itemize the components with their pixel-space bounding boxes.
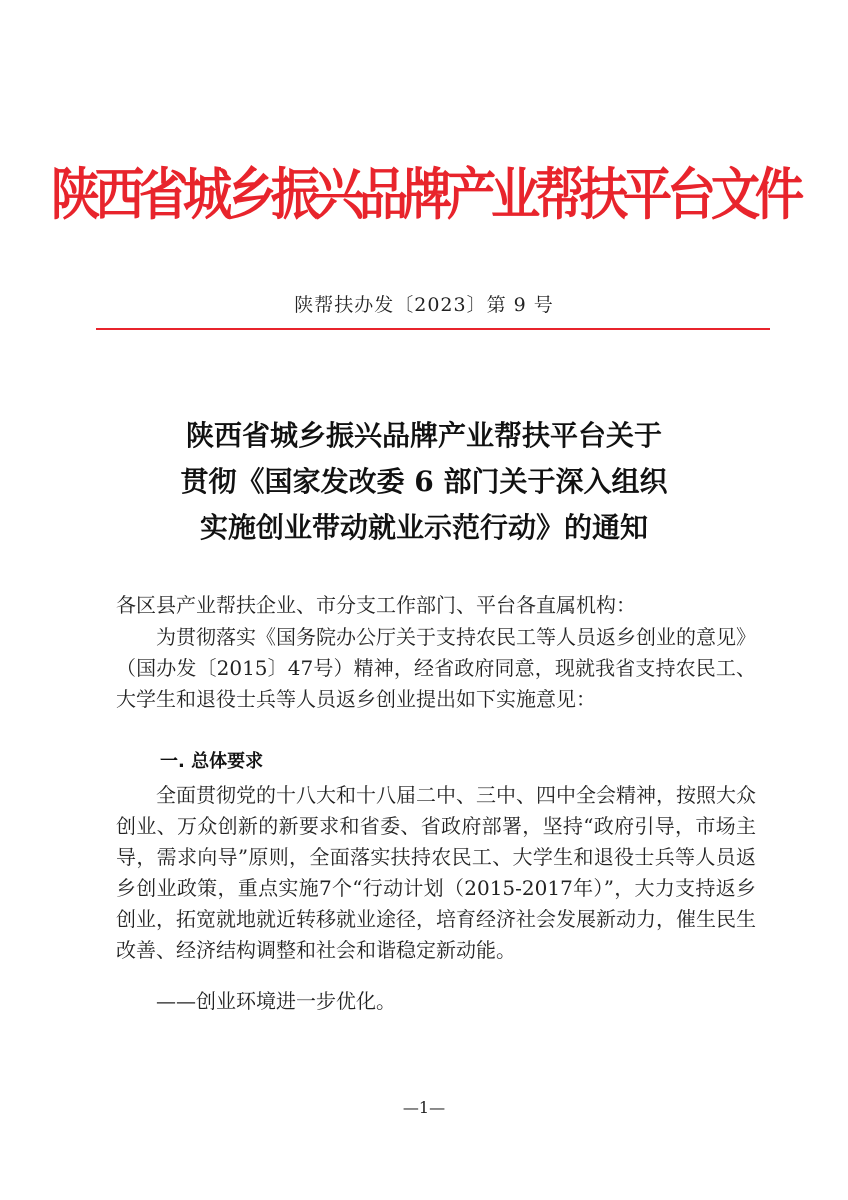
section-heading: 一. 总体要求 bbox=[160, 751, 264, 772]
red-divider-line bbox=[96, 328, 770, 330]
notice-title bbox=[0, 413, 848, 551]
document-number: 陕帮扶办发〔2023〕第 9 号 bbox=[294, 294, 554, 316]
body-paragraph: 为贯彻落实《国务院办公厅关于支持农民工等人员返乡创业的意见》（国办发〔2015〕47号）精神，经省政府同意，现就我省支持农民工、大学生和退役士兵等人员返乡创业提出如下实施意见： bbox=[116, 625, 756, 711]
page-number: —1— bbox=[402, 1098, 446, 1117]
notice-title-line: 陕西省城乡振兴品牌产业帮扶平台关于 bbox=[185, 419, 662, 452]
masthead-title: 陕西省城乡振兴品牌产业帮扶平台文件 bbox=[50, 162, 799, 228]
body-paragraph: 全面贯彻党的十八大和十八届二中、三中、四中全会精神，按照大众创业、万众创新的新要求和省委、省政府部署，坚持“政府引导，市场主导，需求向导”原则，全面落实扶持农民工、大学生和退役士兵等人员返乡创业政策，重点实施7个“行动计划（2015-2017年）”，大力支持返乡创业，拓宽就地就近转移就业途径，培育经济社会发展新动力，催生民生改善、经济结构调整和社会和谐稳定新动能。 bbox=[116, 783, 756, 962]
addressee: 各区县产业帮扶企业、市分支工作部门、平台各直属机构： bbox=[116, 593, 636, 617]
notice-title-line: 实施创业带动就业示范行动》的通知 bbox=[199, 511, 648, 544]
body-paragraph: ——创业环境进一步优化。 bbox=[156, 989, 396, 1013]
notice-title-line: 贯彻《国家发改委 6 部门关于深入组织 bbox=[180, 465, 668, 498]
